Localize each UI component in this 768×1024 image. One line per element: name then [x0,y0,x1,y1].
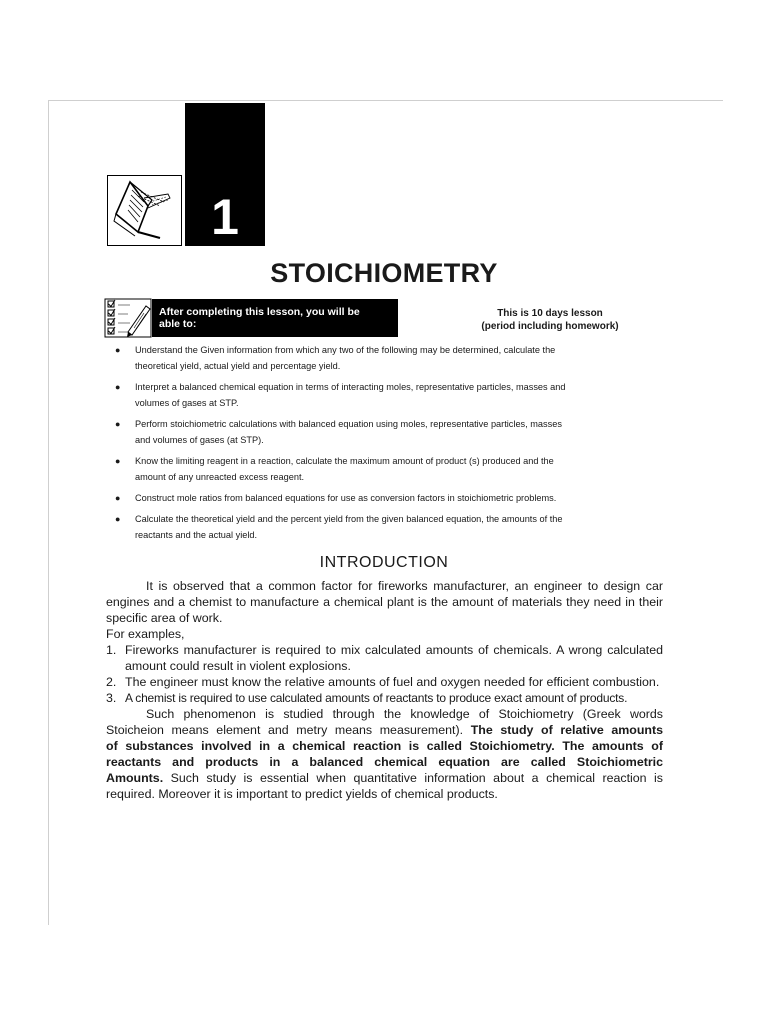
bullet-icon: ● [115,419,121,429]
example-text: A chemist is required to use calculated amounts of reactants to produce exact amount of products. [125,691,628,705]
objective-item [112,490,662,506]
objective-line: Calculate the theoretical yield and the percent yield from the given balanced equation, the amounts of the [135,514,563,524]
objective-item [112,342,662,374]
objectives-header [152,299,398,337]
bold-definition-text: The study of relative amounts [470,723,664,737]
example-number: 2. [106,675,117,689]
paragraph-line [106,770,663,786]
open-book-icon [108,176,181,245]
plain-text: Such study is essential when quantitative information about a chemical reaction is [170,771,663,785]
paragraph-line: Such phenomenon is studied through the knowledge of Stoichiometry (Greek words [146,707,663,721]
lesson-note-line2: (period including homework) [481,321,619,332]
for-examples-label: For examples, [106,627,185,641]
chapter-number-block [185,103,265,246]
bullet-icon: ● [115,493,121,503]
objectives-header-line2: able to: [159,318,197,330]
intro-paragraph: It is observed that a common factor for fireworks manufacturer, an engineer to design car engines and a chemist to manufacture a chemical plant is the amount of materials they need in their specific area of work. [106,579,663,625]
objective-line: Construct mole ratios from balanced equations for use as conversion factors in stoichiometric problems. [135,493,557,503]
bold-definition-text: Amounts. [106,771,164,785]
bold-definition-text: of substances involved in a chemical reaction is called Stoichiometry. The amounts of [106,739,663,753]
example-number: 1. [106,643,117,657]
objectives-header-line1: After completing this lesson, you will be [159,306,360,318]
paragraph-line [106,722,663,738]
objective-line: amount of any unreacted excess reagent. [135,472,305,482]
objective-item [112,511,662,543]
objectives-list [112,342,662,548]
objective-line: Know the limiting reagent in a reaction, calculate the maximum amount of product (s) produced and the [135,456,554,466]
objective-line: theoretical yield, actual yield and percentage yield. [135,361,341,371]
example-item [106,674,663,690]
objective-item [112,453,662,485]
example-item [106,690,663,706]
objective-item [112,379,662,411]
introduction-body [106,578,663,802]
objective-line: Interpret a balanced chemical equation in terms of interacting moles, representative particles, masses and [135,382,566,392]
objective-line: Understand the Given information from which any two of the following may be determined, calculate the [135,345,556,355]
objective-line: and volumes of gases (at STP). [135,435,264,445]
chapter-title: STOICHIOMETRY [270,258,498,288]
lesson-duration-note [435,307,665,333]
objective-line: reactants and the actual yield. [135,530,258,540]
example-item [106,642,663,674]
page-border-top [48,100,723,101]
checklist-icon [104,298,152,338]
example-text: The engineer must know the relative amounts of fuel and oxygen needed for efficient combustion. [125,675,660,689]
objective-line: volumes of gases at STP. [135,398,239,408]
bullet-icon: ● [115,456,121,466]
stoichiometry-definition-paragraph [106,706,663,802]
paragraph-line: required. Moreover it is important to predict yields of chemical products. [106,787,498,801]
chapter-number: 1 [211,189,239,245]
page-border-left [48,100,49,925]
paragraph-line [106,738,663,754]
objective-line: Perform stoichiometric calculations with balanced equation using moles, representative particles, masses [135,419,562,429]
section-heading-introduction: INTRODUCTION [319,554,449,571]
bullet-icon: ● [115,514,121,524]
lesson-note-line1: This is 10 days lesson [497,308,603,319]
paragraph-line [106,754,663,770]
book-pen-illustration [107,175,182,246]
bold-definition-text: reactants and products in a balanced chemical equation are called Stoichiometric [106,755,663,769]
plain-text: Stoicheion means element and metry means measurement). [106,723,464,737]
bullet-icon: ● [115,382,121,392]
example-number: 3. [106,691,117,705]
bullet-icon: ● [115,345,121,355]
example-text: Fireworks manufacturer is required to mix calculated amounts of chemicals. A wrong calculated amount could result in violent explosions. [125,643,663,673]
objective-item [112,416,662,448]
